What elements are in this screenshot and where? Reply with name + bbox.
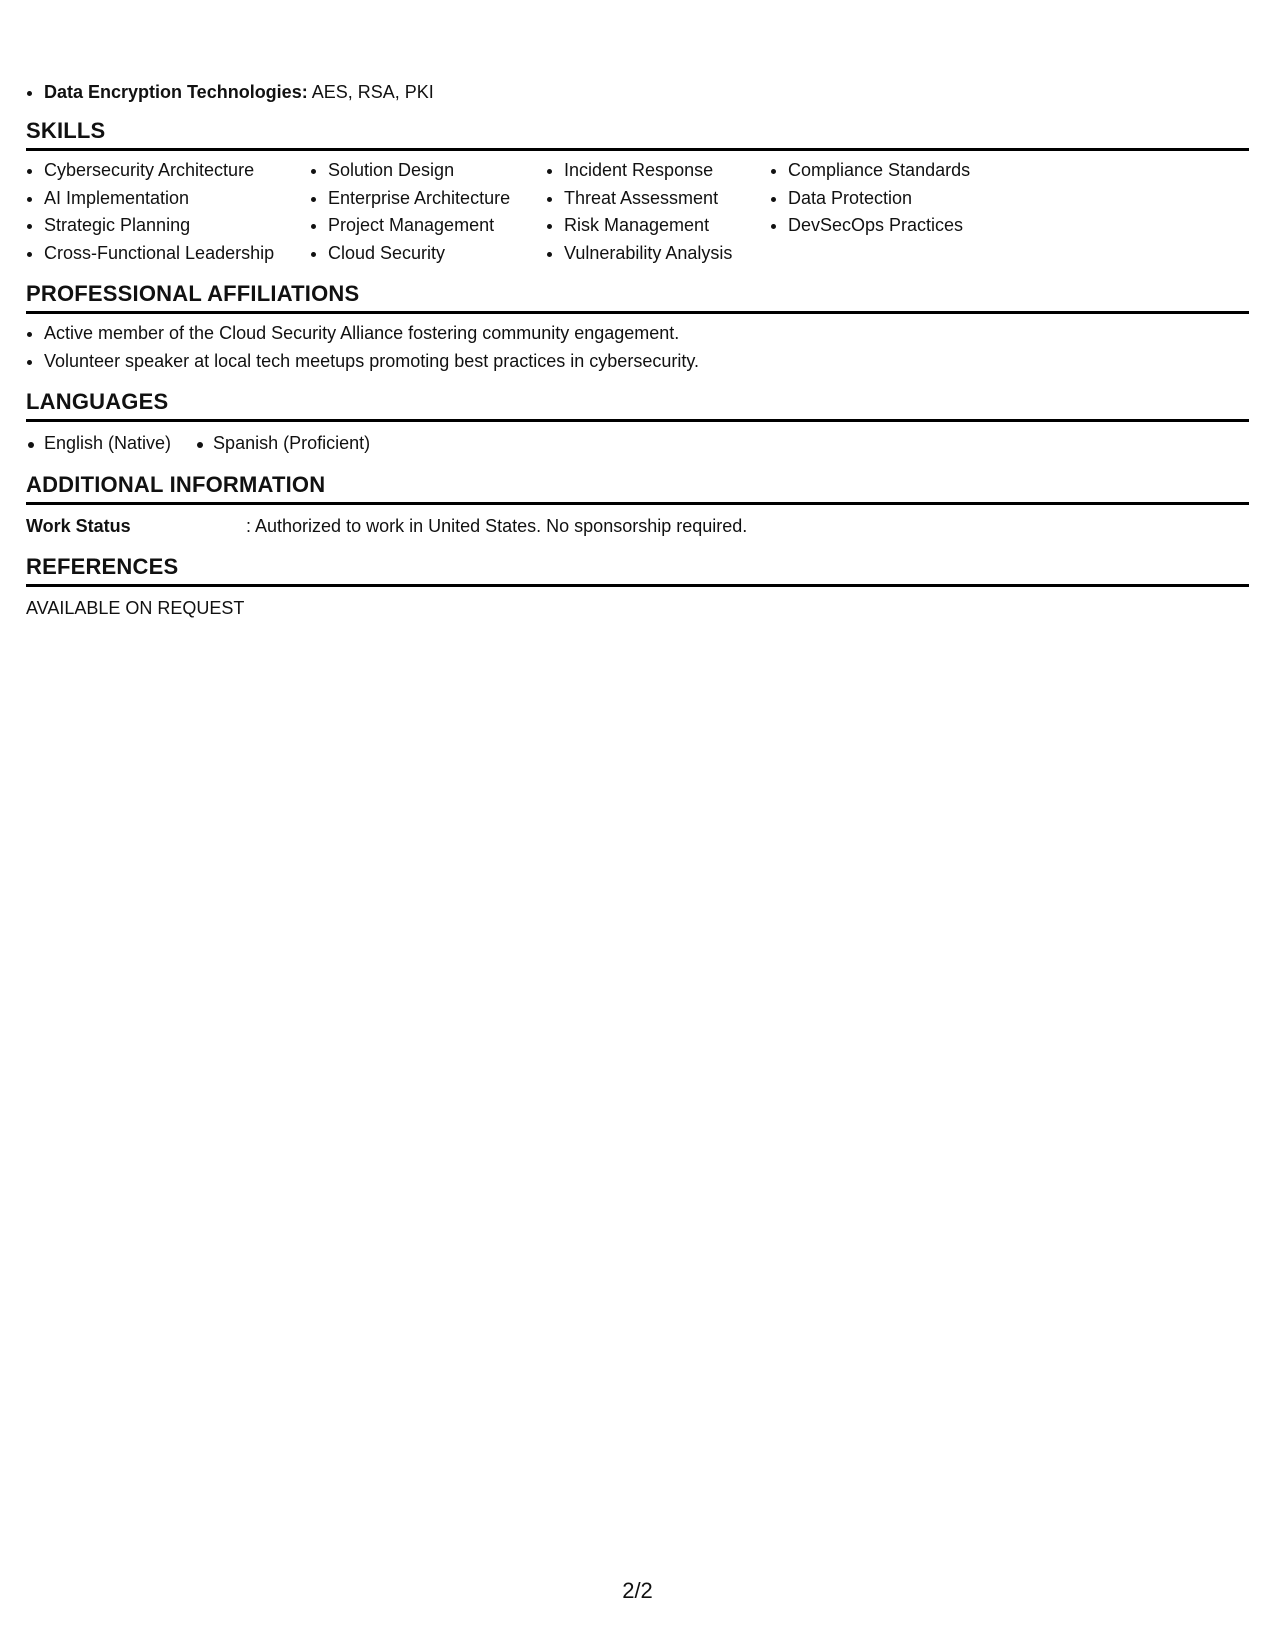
skill-item: • Cross-Functional Leadership xyxy=(44,240,310,268)
skill-item: • Solution Design xyxy=(328,157,546,185)
skill-item: • Threat Assessment xyxy=(564,185,770,213)
skills-column-1 xyxy=(26,157,310,267)
work-status-row xyxy=(26,513,1249,541)
references-text: AVAILABLE ON REQUEST xyxy=(26,598,245,618)
skills-heading: SKILLS xyxy=(26,118,1249,151)
languages-section xyxy=(26,389,1249,458)
skills-column-4 xyxy=(770,157,1048,267)
work-status-label: Work Status xyxy=(26,515,131,536)
list-item: • Volunteer speaker at local tech meetups promoting best practices in cybersecurity. xyxy=(44,348,1249,376)
list-item: • Active member of the Cloud Security Alliance fostering community engagement. xyxy=(44,320,1249,348)
skill-item: • Strategic Planning xyxy=(44,212,310,240)
encryption-label: Data Encryption Technologies: xyxy=(44,82,308,102)
additional-info-section xyxy=(26,472,1249,541)
language-item: English (Native) xyxy=(26,430,171,458)
affiliations-list xyxy=(26,320,1249,375)
skill-item: • Project Management xyxy=(328,212,546,240)
skill-item: • Enterprise Architecture xyxy=(328,185,546,213)
skills-column-3 xyxy=(546,157,770,267)
encryption-value: AES, RSA, PKI xyxy=(307,82,434,102)
references-section xyxy=(26,554,1249,623)
skill-item: • DevSecOps Practices xyxy=(788,212,1048,240)
skill-item: • Risk Management xyxy=(564,212,770,240)
skill-item: • Cybersecurity Architecture xyxy=(44,157,310,185)
skill-item: • Compliance Standards xyxy=(788,157,1048,185)
languages-heading: LANGUAGES xyxy=(26,389,1249,422)
affiliations-heading: PROFESSIONAL AFFILIATIONS xyxy=(26,281,1249,314)
skill-item: • Cloud Security xyxy=(328,240,546,268)
languages-list xyxy=(26,430,1249,458)
skill-item: • Vulnerability Analysis xyxy=(564,240,770,268)
language-item: Spanish (Proficient) xyxy=(195,430,370,458)
work-status-value: : Authorized to work in United States. No sponsorship required. xyxy=(246,515,748,536)
technical-skills-continued-list xyxy=(26,78,1249,106)
skills-column-2 xyxy=(310,157,546,267)
skill-item: • Data Protection xyxy=(788,185,1048,213)
skill-item: • Incident Response xyxy=(564,157,770,185)
skills-grid xyxy=(26,157,1249,267)
skill-item: • AI Implementation xyxy=(44,185,310,213)
skills-section xyxy=(26,118,1249,267)
affiliations-section xyxy=(26,281,1249,375)
resume-page xyxy=(26,78,1249,623)
additional-info-heading: ADDITIONAL INFORMATION xyxy=(26,472,1249,505)
page-number: 2/2 xyxy=(622,1578,653,1603)
list-item xyxy=(44,78,1249,106)
references-heading: REFERENCES xyxy=(26,554,1249,587)
